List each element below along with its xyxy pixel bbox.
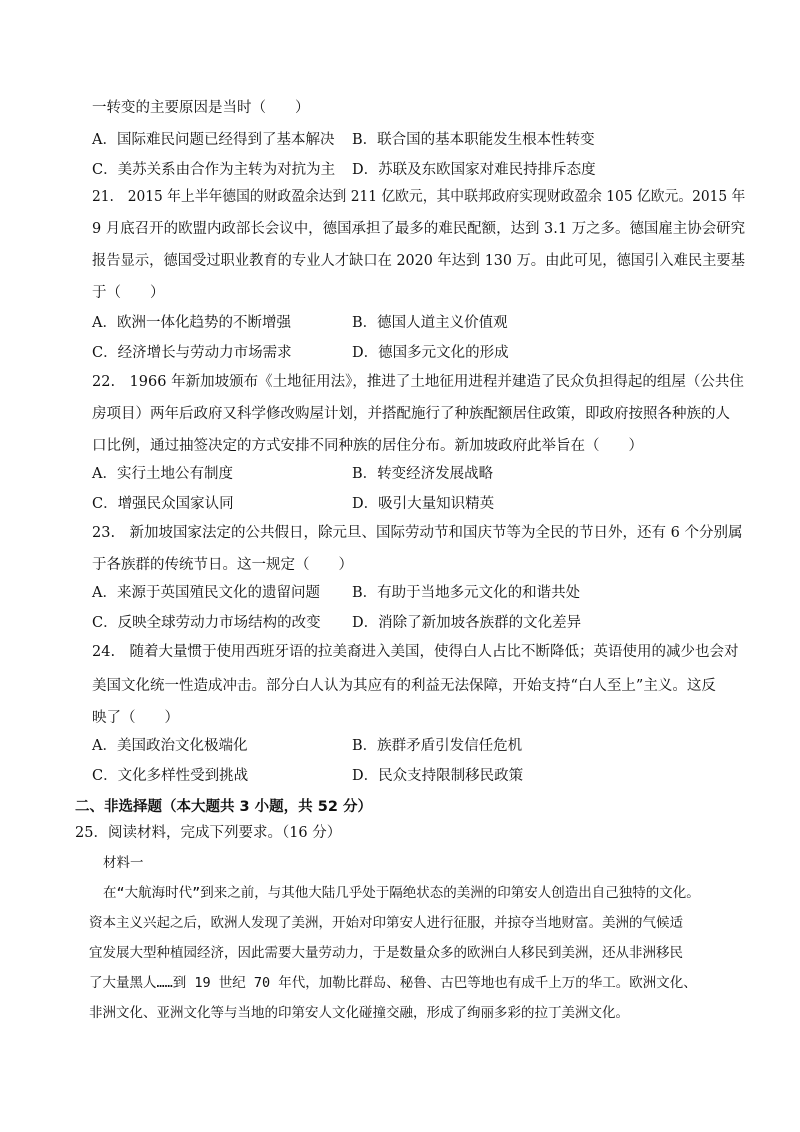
q23-option-a[interactable]: A．来源于英国殖民文化的遗留问题 — [92, 585, 320, 601]
q21-stem-line: 报告显示，德国受过职业教育的专业人才缺口在 2020 年达到 130 万。由此可见，德国引入难民主要基 — [92, 253, 746, 269]
q23-option-d[interactable]: D．消除了新加坡各族群的文化差异 — [352, 615, 582, 631]
q22-option-d[interactable]: D．吸引大量知识精英 — [352, 496, 495, 512]
q24-stem-line: 美国文化统一性造成冲击。部分白人认为其应有的利益无法保障，开始支持“白人至上”主义。这反 — [92, 678, 716, 694]
q22-stem-line: 22. 1966 年新加坡颁布《土地征用法》，推进了土地征用进程并建造了民众负担得起的组屋（公共住 — [92, 374, 744, 390]
material-line: 了大量黑人……到 19 世纪 70 年代，加勒比群岛、秘鲁、古巴等地也有成千上万的华工。欧洲文化、 — [89, 975, 697, 991]
q23-option-c[interactable]: C．反映全球劳动力市场结构的改变 — [92, 615, 321, 631]
q24-option-a[interactable]: A．美国政治文化极端化 — [92, 738, 248, 754]
material-line: 在“大航海时代”到来之前，与其他大陆几乎处于隔绝状态的美洲的印第安人创造出自己独特的文化。 — [103, 885, 700, 901]
q21-option-b[interactable]: B．德国人道主义价值观 — [352, 315, 508, 331]
q21-option-a[interactable]: A．欧洲一体化趋势的不断增强 — [92, 315, 291, 331]
material-line: 资本主义兴起之后，欧洲人发现了美洲，开始对印第安人进行征服，并掠夺当地财富。美洲的气候适 — [89, 915, 683, 931]
q21-option-c[interactable]: C．经济增长与劳动力市场需求 — [92, 345, 292, 361]
q24-stem-line: 映了（ ） — [92, 710, 179, 726]
q23-option-b[interactable]: B．有助于当地多元文化的和谐共处 — [352, 585, 581, 601]
q22-stem-line: 房项目）两年后政府又科学修改购屋计划，并搭配施行了种族配额居住政策，即政府按照各种族的人 — [92, 406, 730, 422]
material-title: 材料一 — [103, 855, 144, 871]
q22-stem-line: 口比例，通过抽签决定的方式安排不同种族的居住分布。新加坡政府此举旨在（ ） — [92, 438, 643, 454]
q22-option-c[interactable]: C．增强民众国家认同 — [92, 496, 234, 512]
q20-stem-tail: 一转变的主要原因是当时（ ） — [92, 100, 310, 116]
q20-option-d[interactable]: D．苏联及东欧国家对难民持排斥态度 — [352, 162, 596, 178]
q20-option-b[interactable]: B．联合国的基本职能发生根本性转变 — [352, 132, 595, 148]
q24-stem-line: 24. 随着大量惯于使用西班牙语的拉美裔进入美国，使得白人占比不断降低；英语使用的减少也会对 — [92, 644, 739, 660]
material-line: 宜发展大型种植园经济，因此需要大量劳动力，于是数量众多的欧洲白人移民到美洲，还从非洲移民 — [89, 945, 683, 961]
material-line: 非洲文化、亚洲文化等与当地的印第安人文化碰撞交融，形成了绚丽多彩的拉丁美洲文化。 — [89, 1005, 629, 1021]
q24-option-c[interactable]: C．文化多样性受到挑战 — [92, 768, 249, 784]
q22-option-a[interactable]: A．实行土地公有制度 — [92, 466, 233, 482]
q21-stem-line: 21. 2015 年上半年德国的财政盈余达到 211 亿欧元，其中联邦政府实现财政盈余 105 亿欧元。2015 年 — [92, 189, 746, 205]
q21-stem-line: 9 月底召开的欧盟内政部长会议中，德国承担了最多的难民配额，达到 3.1 万之多。德国雇主协会研究 — [92, 221, 746, 237]
q22-option-b[interactable]: B．转变经济发展战略 — [352, 466, 494, 482]
q20-option-a[interactable]: A．国际难民问题已经得到了基本解决 — [92, 132, 335, 148]
q23-stem-line: 于各族群的传统节日。这一规定（ ） — [92, 557, 353, 573]
section-heading: 二、非选择题（本大题共 3 小题，共 52 分） — [75, 799, 372, 815]
q21-stem-line: 于（ ） — [92, 285, 165, 301]
q23-stem-line: 23. 新加坡国家法定的公共假日，除元旦、国际劳动节和国庆节等为全民的节日外，还有 6 个分别属 — [92, 525, 743, 541]
q25-stem: 25．阅读材料，完成下列要求。（16 分） — [75, 825, 342, 841]
q20-option-c[interactable]: C．美苏关系由合作为主转为对抗为主 — [92, 162, 336, 178]
q24-option-d[interactable]: D．民众支持限制移民政策 — [352, 768, 524, 784]
q24-option-b[interactable]: B．族群矛盾引发信任危机 — [352, 738, 523, 754]
q21-option-d[interactable]: D．德国多元文化的形成 — [352, 345, 509, 361]
